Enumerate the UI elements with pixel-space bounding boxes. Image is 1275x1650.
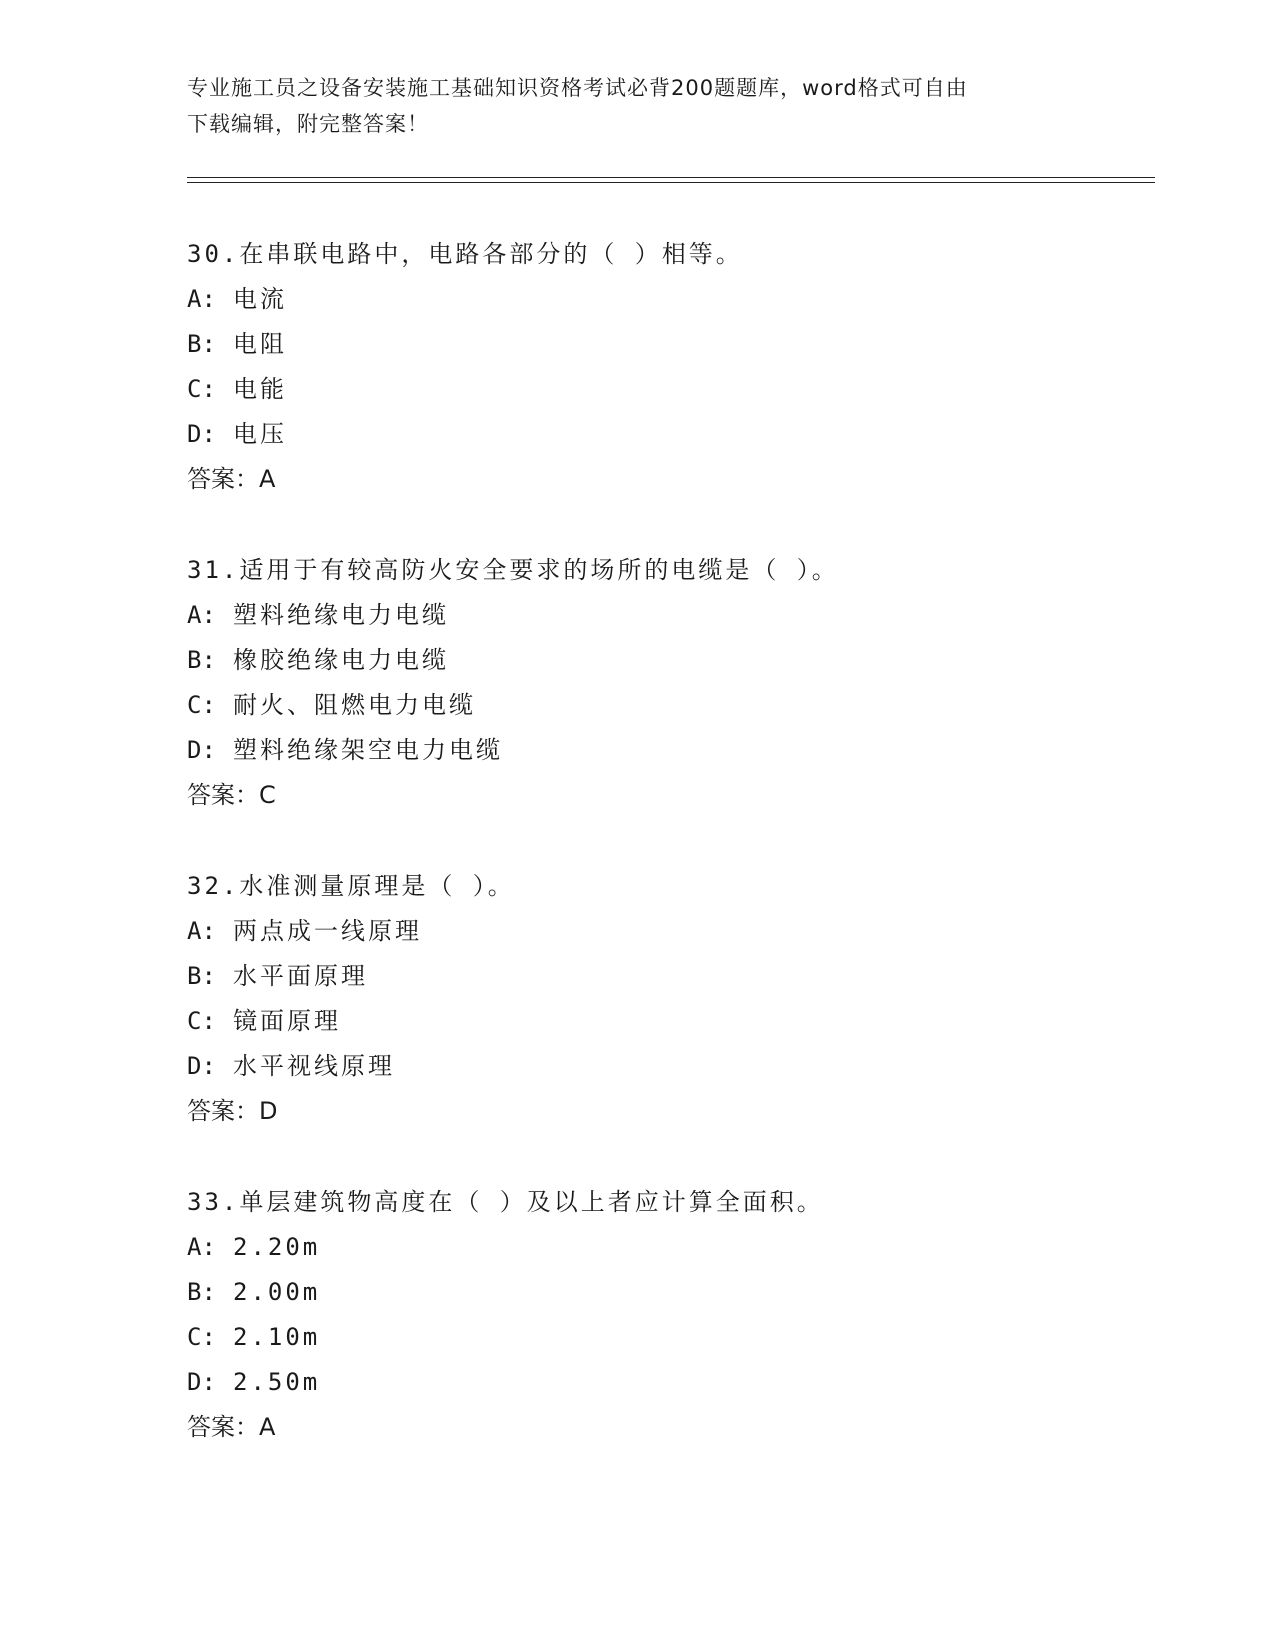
option-letter: B: [187, 646, 216, 674]
option-text: 电流 [233, 285, 287, 313]
option-text: 水平面原理 [233, 962, 368, 990]
option-text: 塑料绝缘电力电缆 [233, 601, 449, 629]
option-b [187, 954, 1137, 999]
option-letter: B: [187, 962, 216, 990]
option-text: 电阻 [233, 330, 287, 358]
header-rule-bottom [187, 182, 1155, 183]
option-letter: A: [187, 917, 216, 945]
option-letter: D: [187, 736, 216, 764]
header-line-2: 下载编辑，附完整答案！ [187, 112, 429, 136]
answer-line: 答案：D [187, 1097, 278, 1125]
option-letter: B: [187, 1278, 216, 1306]
option-text: 2.00m [233, 1278, 321, 1306]
option-a [187, 909, 1137, 954]
option-text: 耐火、阻燃电力电缆 [233, 691, 476, 719]
option-text: 电压 [233, 420, 287, 448]
option-letter: C: [187, 375, 216, 403]
answer-line: 答案：C [187, 781, 276, 809]
option-text: 2.50m [233, 1368, 321, 1396]
option-letter: D: [187, 420, 216, 448]
option-letter: A: [187, 1233, 216, 1261]
question-block [187, 548, 1137, 818]
option-d [187, 412, 1137, 457]
option-c [187, 1315, 1137, 1360]
option-letter: D: [187, 1052, 216, 1080]
option-text: 电能 [233, 375, 287, 403]
option-letter: C: [187, 691, 216, 719]
answer-line: 答案：A [187, 1413, 276, 1441]
option-d [187, 1044, 1137, 1089]
option-text: 塑料绝缘架空电力电缆 [233, 736, 503, 764]
question-block [187, 864, 1137, 1134]
option-b [187, 1270, 1137, 1315]
question-block [187, 232, 1137, 502]
option-b [187, 322, 1137, 367]
option-text: 两点成一线原理 [233, 917, 422, 945]
question-block [187, 1180, 1137, 1450]
option-d [187, 1360, 1137, 1405]
header-rule-top [187, 177, 1155, 178]
option-letter: A: [187, 601, 216, 629]
option-c [187, 683, 1137, 728]
option-letter: B: [187, 330, 216, 358]
option-text: 2.20m [233, 1233, 321, 1261]
header-line-1: 专业施工员之设备安装施工基础知识资格考试必背200题题库，word格式可自由 [187, 76, 968, 100]
document-header [187, 70, 1067, 142]
option-a [187, 1225, 1137, 1270]
option-c [187, 367, 1137, 412]
option-a [187, 593, 1137, 638]
option-letter: A: [187, 285, 216, 313]
option-text: 水平视线原理 [233, 1052, 395, 1080]
option-text: 橡胶绝缘电力电缆 [233, 646, 449, 674]
option-letter: C: [187, 1007, 216, 1035]
option-letter: D: [187, 1368, 216, 1396]
question-stem: 32.水准测量原理是（ ）。 [187, 872, 515, 900]
option-text: 2.10m [233, 1323, 321, 1351]
option-d [187, 728, 1137, 773]
answer-line: 答案：A [187, 465, 276, 493]
option-b [187, 638, 1137, 683]
question-stem: 31.适用于有较高防火安全要求的场所的电缆是（ ）。 [187, 556, 839, 584]
question-stem: 30.在串联电路中，电路各部分的（ ）相等。 [187, 240, 743, 268]
option-c [187, 999, 1137, 1044]
option-letter: C: [187, 1323, 216, 1351]
option-text: 镜面原理 [233, 1007, 341, 1035]
question-stem: 33.单层建筑物高度在（ ）及以上者应计算全面积。 [187, 1188, 824, 1216]
option-a [187, 277, 1137, 322]
